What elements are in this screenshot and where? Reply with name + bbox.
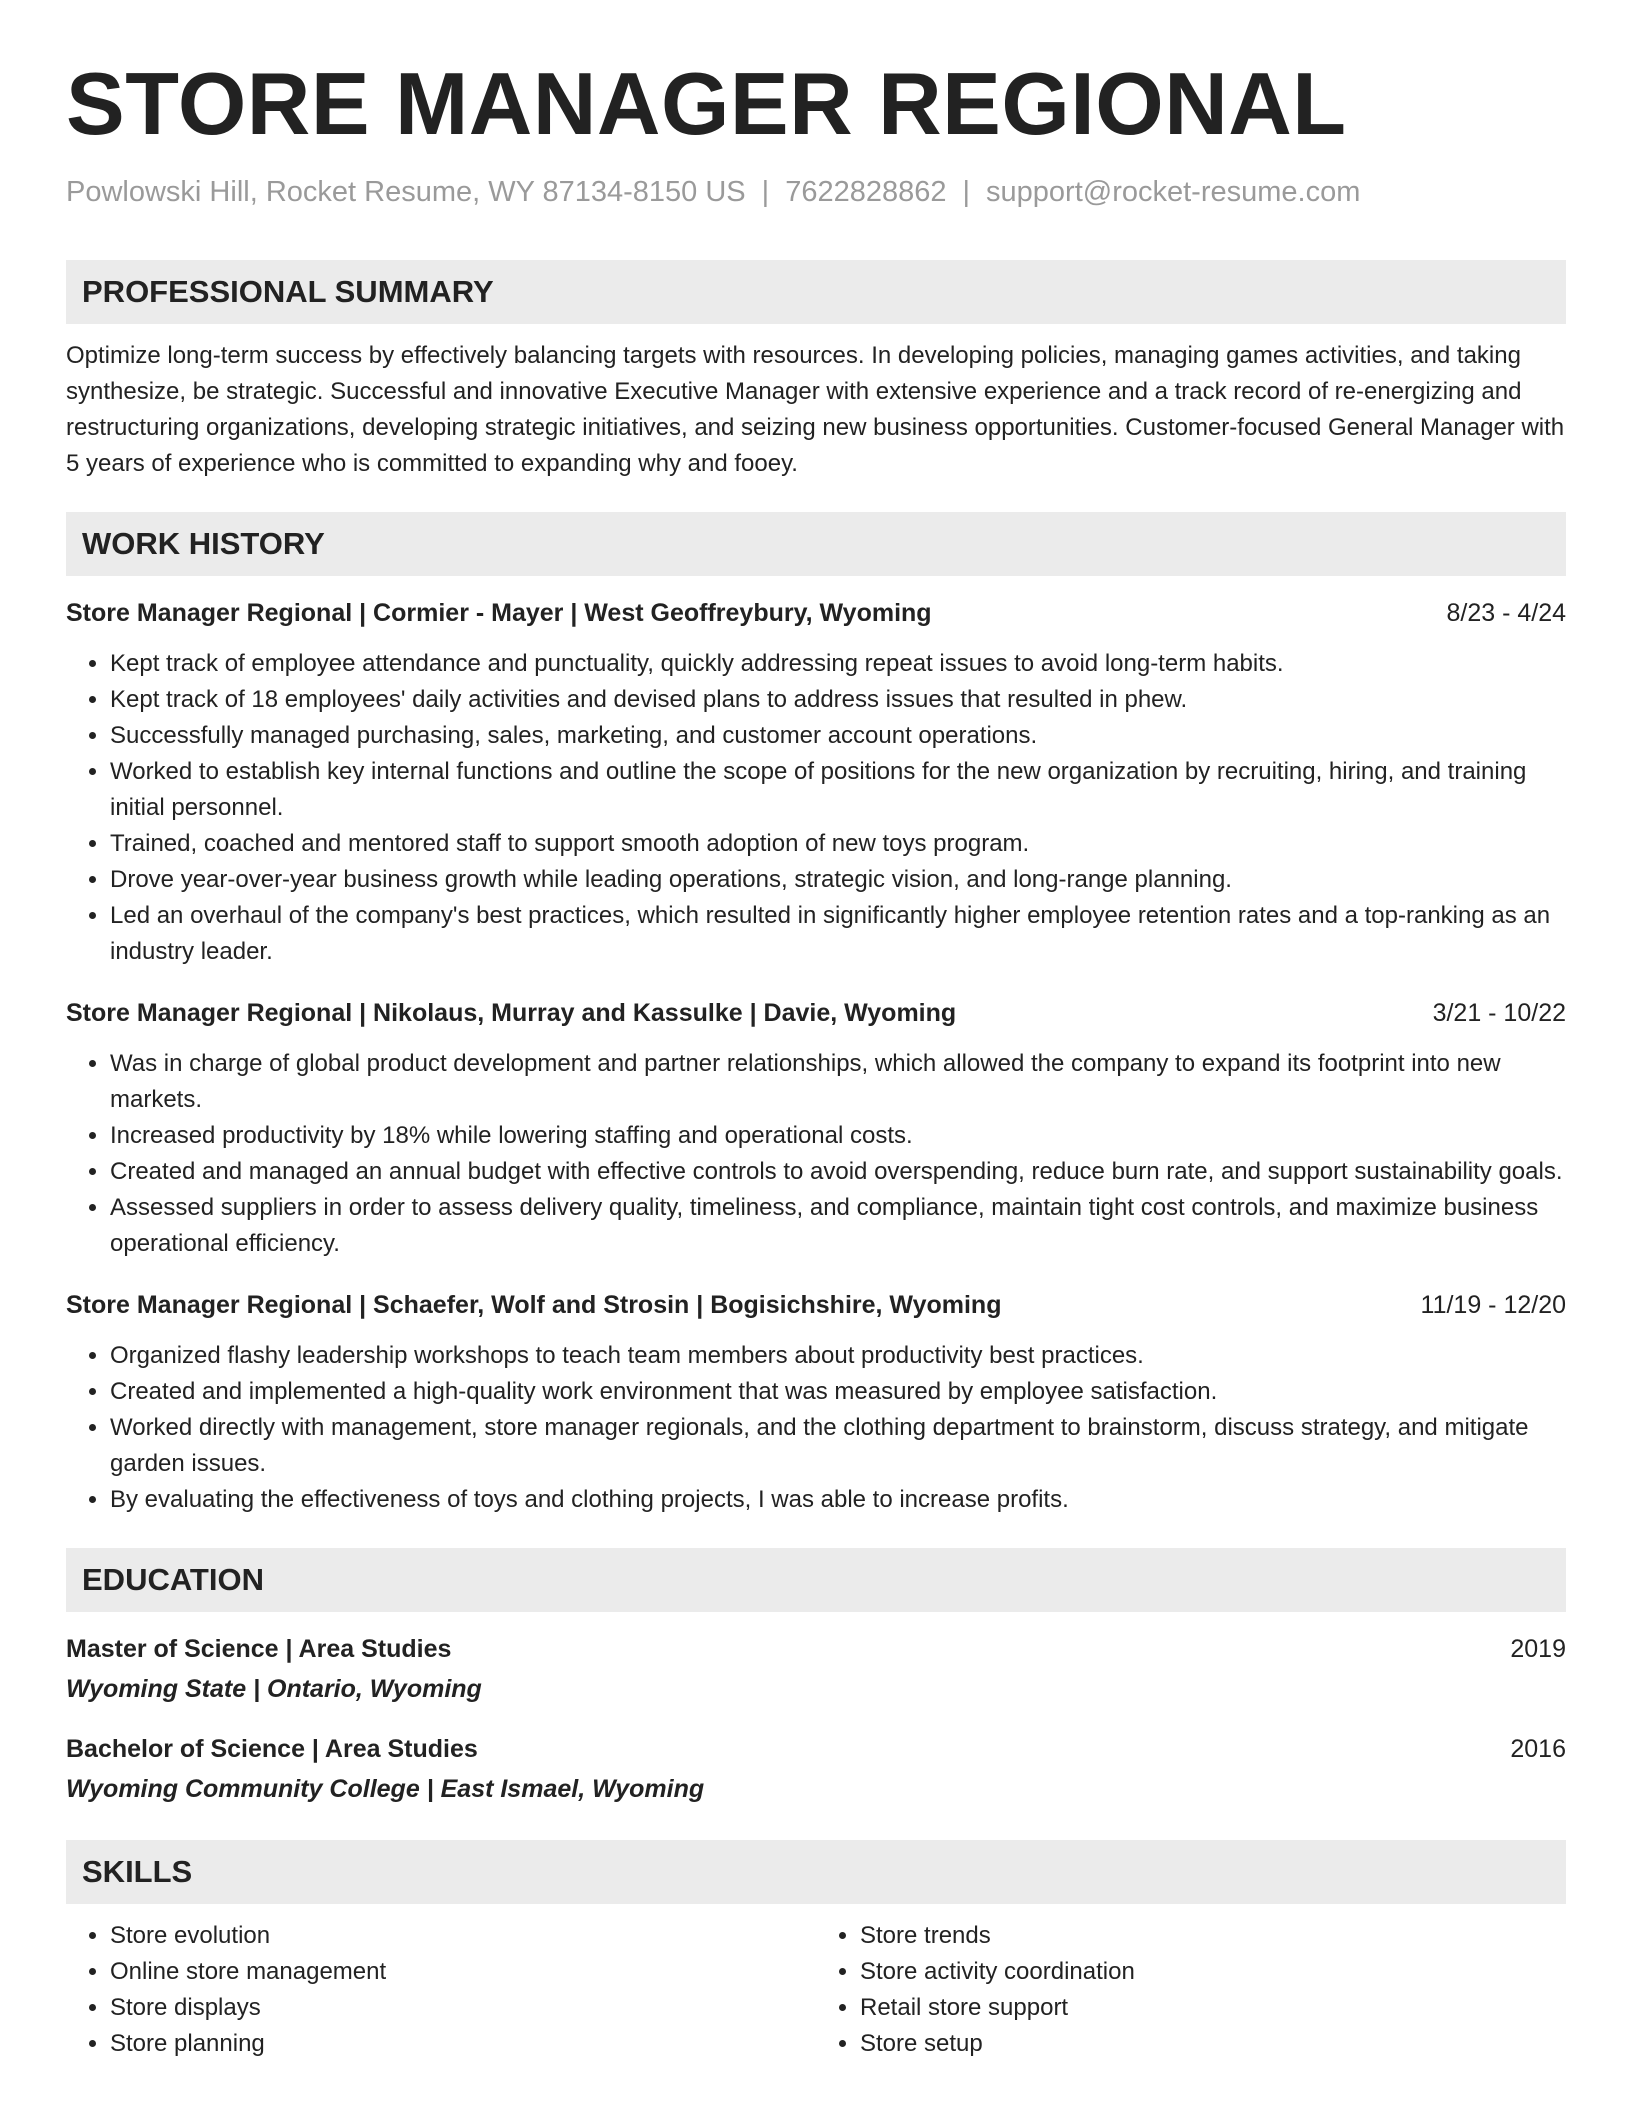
list-item: • Created and managed an annual budget with effective controls to avoid overspending, reduce burn rate, and support sustainability goals. (110, 1154, 1566, 1190)
degree: Bachelor of Science | Area Studies (66, 1735, 478, 1763)
skill-item: • Retail store support (860, 1990, 1566, 2026)
job-bullets (66, 1338, 1566, 1518)
skill-item: • Store setup (860, 2026, 1566, 2062)
job-title: Store Manager Regional | Schaefer, Wolf and Strosin | Bogisichshire, Wyoming (66, 1291, 1002, 1319)
list-item: • Organized flashy leadership workshops to teach team members about productivity best practices. (110, 1338, 1566, 1374)
list-item: • Drove year-over-year business growth while leading operations, strategic vision, and long-range planning. (110, 862, 1566, 898)
list-item: • By evaluating the effectiveness of toys and clothing projects, I was able to increase profits. (110, 1482, 1566, 1518)
list-item: • Assessed suppliers in order to assess delivery quality, timeliness, and compliance, maintain tight cost controls, and maximize business operational efficiency. (110, 1190, 1566, 1262)
list-item: • Kept track of employee attendance and punctuality, quickly addressing repeat issues to avoid long-term habits. (110, 646, 1566, 682)
job-bullets (66, 1046, 1566, 1262)
job-entry (66, 596, 1566, 970)
job-title: Store Manager Regional | Nikolaus, Murray and Kassulke | Davie, Wyoming (66, 999, 957, 1027)
list-item: • Created and implemented a high-quality work environment that was measured by employee satisfaction. (110, 1374, 1566, 1410)
school: Wyoming Community College | East Ismael, Wyoming (66, 1775, 705, 1803)
section-heading-work-history: WORK HISTORY (66, 512, 1566, 576)
list-item: • Kept track of 18 employees' daily activities and devised plans to address issues that resulted in phew. (110, 682, 1566, 718)
education-year: 2019 (1510, 1635, 1566, 1663)
job-entry (66, 996, 1566, 1262)
address: Powlowski Hill, Rocket Resume, WY 87134-8150 US (66, 176, 746, 208)
job-dates: 11/19 - 12/20 (1420, 1291, 1566, 1319)
skill-item: • Store trends (860, 1918, 1566, 1954)
candidate-name: STORE MANAGER REGIONAL (66, 54, 1347, 153)
summary-text: Optimize long-term success by effectively balancing targets with resources. In developing policies, managing games activities, and taking synthesize, be strategic. Successful and innovative Executive Manager with extensive experience and a track record of re-energizing and restructuring organizations, developing strategic initiatives, and seizing new business opportunities. Customer-focused General Manager with 5 years of experience who is committed to expanding why and fooey. (66, 342, 1565, 477)
contact-line (66, 174, 1566, 210)
job-title: Store Manager Regional | Cormier - Mayer | West Geoffreybury, Wyoming (66, 599, 932, 627)
job-dates: 8/23 - 4/24 (1446, 599, 1566, 627)
job-entry (66, 1288, 1566, 1518)
list-item: • Worked to establish key internal functions and outline the scope of positions for the new organization by recruiting, hiring, and training initial personnel. (110, 754, 1566, 826)
section-heading-summary: PROFESSIONAL SUMMARY (66, 260, 1566, 324)
skills-column-right (816, 1918, 1566, 2062)
list-item: • Was in charge of global product development and partner relationships, which allowed the company to expand its footprint into new markets. (110, 1046, 1566, 1118)
skill-item: • Store displays (110, 1990, 816, 2026)
section-heading-skills: SKILLS (66, 1840, 1566, 1904)
phone: 7622828862 (785, 176, 947, 208)
list-item: • Worked directly with management, store manager regionals, and the clothing department to brainstorm, discuss strategy, and mitigate garden issues. (110, 1410, 1566, 1482)
list-item: • Trained, coached and mentored staff to support smooth adoption of new toys program. (110, 826, 1566, 862)
education-year: 2016 (1510, 1735, 1566, 1763)
skills-list (66, 1918, 1566, 2062)
skill-item: • Store planning (110, 2026, 816, 2062)
skills-column-left (66, 1918, 816, 2062)
school: Wyoming State | Ontario, Wyoming (66, 1675, 482, 1703)
contact-separator: | (761, 176, 770, 208)
job-bullets (66, 646, 1566, 970)
skill-item: • Store evolution (110, 1918, 816, 1954)
education-entry (66, 1632, 1566, 1706)
skill-item: • Online store management (110, 1954, 816, 1990)
job-dates: 3/21 - 10/22 (1432, 999, 1566, 1027)
email: support@rocket-resume.com (986, 176, 1361, 208)
education-entry (66, 1732, 1566, 1806)
list-item: • Increased productivity by 18% while lowering staffing and operational costs. (110, 1118, 1566, 1154)
skill-item: • Store activity coordination (860, 1954, 1566, 1990)
list-item: • Successfully managed purchasing, sales, marketing, and customer account operations. (110, 718, 1566, 754)
contact-separator: | (962, 176, 971, 208)
degree: Master of Science | Area Studies (66, 1635, 452, 1663)
section-heading-education: EDUCATION (66, 1548, 1566, 1612)
list-item: • Led an overhaul of the company's best practices, which resulted in significantly higher employee retention rates and a top-ranking as an industry leader. (110, 898, 1566, 970)
